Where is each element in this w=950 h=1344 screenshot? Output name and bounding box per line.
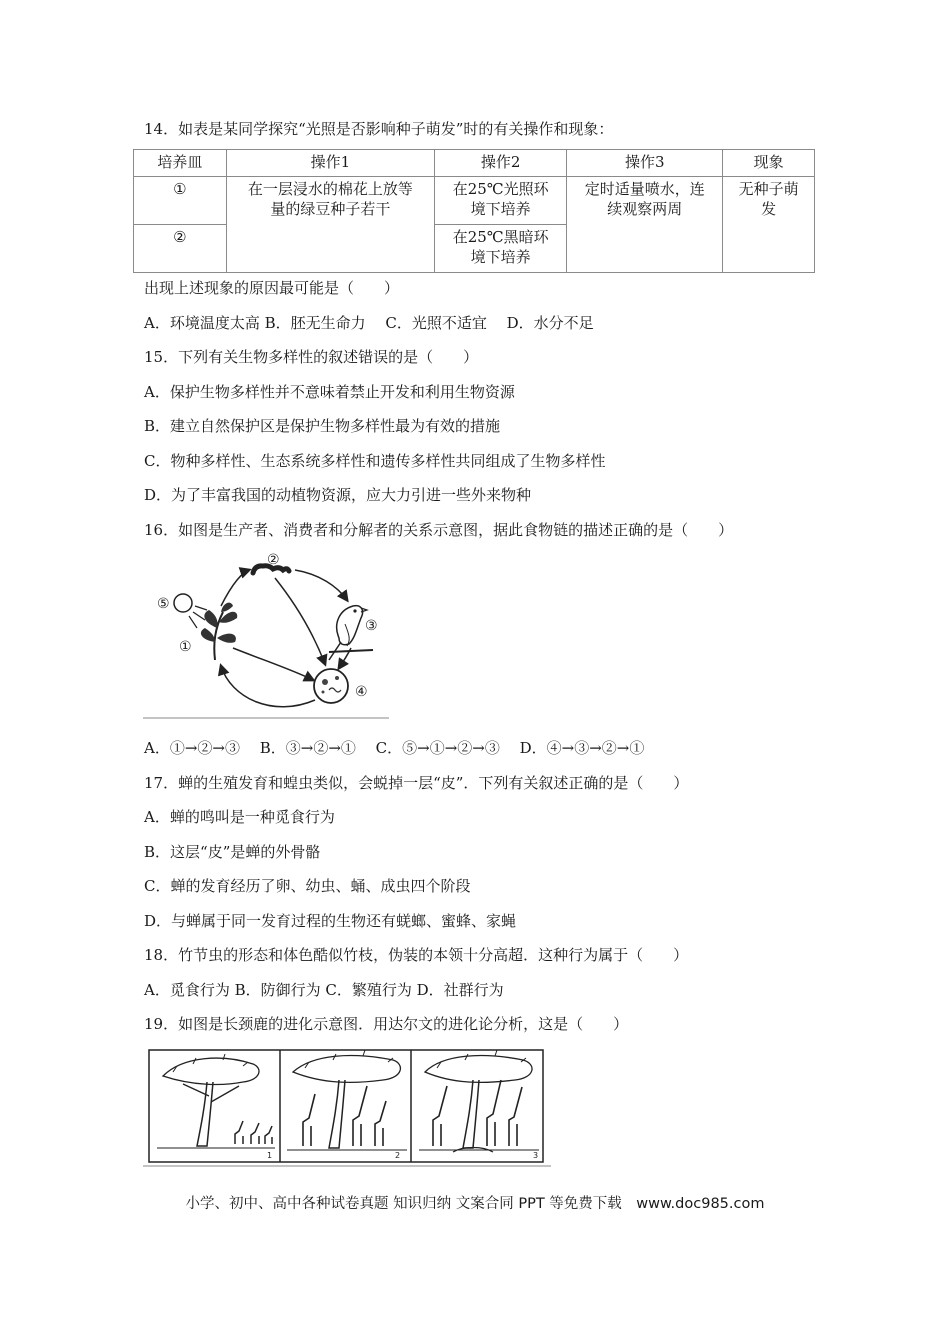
table-result-cell [723, 177, 815, 273]
q17-option-b: B．这层“皮”是蝉的外骨骼 [144, 843, 321, 861]
q14-options: A．环境温度太高 B．胚无生命力 C．光照不适宜 D．水分不足 [144, 314, 594, 332]
op2-row2-line-2: 境下培养 [470, 248, 531, 266]
q14-followup: 出现上述现象的原因最可能是（ ） [144, 279, 400, 297]
decomposer-dish-icon [314, 669, 348, 703]
label-4: ④ [355, 684, 368, 700]
panel-2-label: 2 [395, 1151, 401, 1160]
sun-icon [174, 594, 207, 628]
q15-stem: 15．下列有关生物多样性的叙述错误的是（ ） [144, 348, 479, 366]
q17-stem: 17．蝉的生殖发育和蝗虫类似，会蜕掉一层“皮”．下列有关叙述正确的是（ ） [144, 774, 689, 792]
table-dish-2: ② [134, 225, 227, 273]
q18-stem: 18．竹节虫的形态和体色酷似竹枝，伪装的本领十分高超．这种行为属于（ ） [144, 946, 689, 964]
food-web-figure [143, 548, 391, 720]
q19-stem: 19．如图是长颈鹿的进化示意图．用达尔文的进化论分析，这是（ ） [144, 1015, 629, 1033]
panel-1-label: 1 [267, 1151, 273, 1160]
plant-icon [201, 603, 237, 660]
q18-options: A．觅食行为 B．防御行为 C．繁殖行为 D．社群行为 [144, 981, 504, 999]
q16-options: A．①→②→③ B．③→②→① C．⑤→①→②→③ D．④→③→②→① [144, 739, 645, 757]
table-header-dish: 培养皿 [134, 150, 227, 177]
op3-line-1: 定时适量喷水，连 [584, 180, 705, 198]
table-header-result: 现象 [723, 150, 815, 177]
table-dish-1: ① [134, 177, 227, 225]
q14-stem: 14．如表是某同学探究“光照是否影响种子萌发”时的有关操作和现象： [144, 120, 614, 138]
table-header-op3: 操作3 [567, 150, 723, 177]
result-line-2: 发 [761, 200, 777, 218]
q16-stem: 16．如图是生产者、消费者和分解者的关系示意图，据此食物链的描述正确的是（ ） [144, 521, 734, 539]
op3-line-2: 续观察两周 [607, 200, 683, 218]
table-op1-cell [226, 177, 435, 273]
table-op2-row2 [435, 225, 567, 273]
q17-option-a: A．蝉的鸣叫是一种觅食行为 [144, 808, 335, 826]
table-op3-cell [567, 177, 723, 273]
panel-3-label: 3 [533, 1151, 539, 1160]
q17-option-c: C．蝉的发育经历了卵、幼虫、蛹、成虫四个阶段 [144, 877, 471, 895]
label-5: ⑤ [157, 596, 170, 612]
q17-option-d: D．与蝉属于同一发育过程的生物还有蜣螂、蜜蜂、家蝇 [144, 912, 517, 930]
panel-3-scene [419, 1050, 539, 1160]
panel-1-scene [157, 1054, 275, 1148]
op1-line-1: 在一层浸水的棉花上放等 [247, 180, 413, 198]
label-2: ② [267, 552, 280, 568]
op2-row2-line-1: 在25℃黑暗环 [452, 228, 549, 246]
table-header-op2: 操作2 [435, 150, 567, 177]
label-3: ③ [365, 618, 378, 634]
q15-option-d: D．为了丰富我国的动植物资源，应大力引进一些外来物种 [144, 486, 532, 504]
label-1: ① [179, 639, 192, 655]
q15-option-b: B．建立自然保护区是保护生物多样性最为有效的措施 [144, 417, 501, 435]
table-op2-row1 [435, 177, 567, 225]
result-line-1: 无种子萌 [738, 180, 799, 198]
giraffe-evolution-figure [143, 1046, 553, 1168]
op2-row1-line-1: 在25℃光照环 [452, 180, 549, 198]
panel-2-scene [287, 1050, 407, 1160]
page-footer: 小学、初中、高中各种试卷真题 知识归纳 文案合同 PPT 等免费下载 www.doc985.com [185, 1196, 765, 1212]
q15-option-c: C．物种多样性、生态系统多样性和遗传多样性共同组成了生物多样性 [144, 452, 606, 470]
experiment-table [133, 149, 815, 273]
op1-line-2: 量的绿豆种子若干 [270, 200, 391, 218]
table-header-op1: 操作1 [226, 150, 435, 177]
op2-row1-line-2: 境下培养 [470, 200, 531, 218]
q15-option-a: A．保护生物多样性并不意味着禁止开发和利用生物资源 [144, 383, 515, 401]
